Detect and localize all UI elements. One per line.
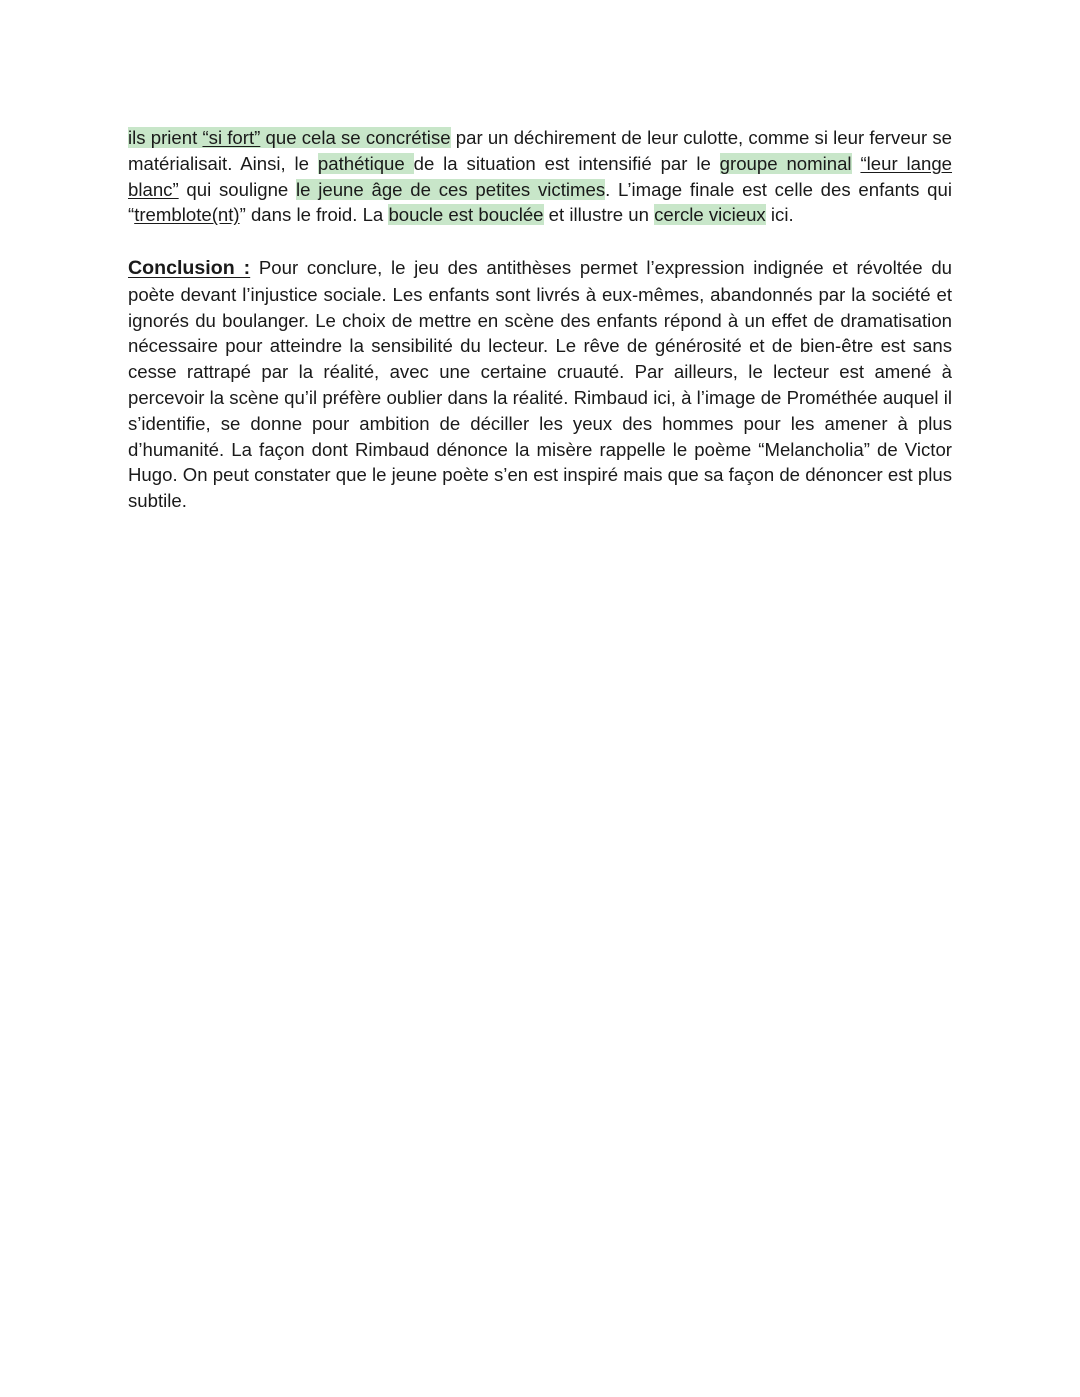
- text-run: ils prient: [128, 127, 203, 148]
- highlight-text: [128, 127, 451, 148]
- text-run: qui souligne: [178, 178, 297, 200]
- text-run: de la situation est intensifié par le: [413, 152, 720, 174]
- text-run: ” dans le froid. La: [239, 204, 389, 226]
- highlight-text: cercle vicieux: [654, 204, 766, 226]
- text-run: . L’image finale est celle des enfants qui “: [128, 178, 952, 226]
- highlight-text: pathétique: [317, 152, 414, 174]
- underlined-quote: tremblote(nt): [134, 204, 240, 226]
- text-run: que cela se concrétise: [260, 127, 451, 148]
- underlined-quote: “leur lange blanc”: [128, 152, 953, 200]
- text-run: par un déchirement de leur culotte, comme si leur ferveur se matérialisait. Ainsi, le: [128, 127, 953, 174]
- underlined-quote: “si fort”: [202, 127, 261, 148]
- highlight-text: le jeune âge de ces petites victimes: [296, 178, 606, 200]
- highlight-text: boucle est bouclée: [388, 204, 544, 226]
- text-run: ici.: [765, 204, 794, 226]
- text-run: et illustre un: [543, 204, 655, 226]
- conclusion-heading: Conclusion :: [128, 257, 251, 279]
- conclusion-paragraph: [128, 255, 952, 514]
- body-paragraph: [128, 125, 952, 228]
- highlight-text: groupe nominal: [719, 152, 852, 174]
- conclusion-text: Pour conclure, le jeu des antithèses permet l’expression indignée et révoltée du poète devant l’injustice sociale. Les enfants sont livrés à eux-mêmes, abandonnés par la société et ignorés du boulanger. Le choix de mettre en scène des enfants répond à un effet de dramatisation nécessaire pour atteindre la sensibilité du lecteur. Le rêve de générosité et de bien-être est sans cesse rattrapé par la réalité, avec une certaine cruauté. Par ailleurs, le lecteur est amené à percevoir la scène qu’il préfère oublier dans la réalité. Rimbaud ici, à l’image de Prométhée auquel il s’identifie, se donne pour ambition de déciller les yeux des hommes pour les amener à plus d’humanité. La façon dont Rimbaud dénonce la misère rappelle le poème “Melancholia” de Victor Hugo. On peut constater que le jeune poète s’en est inspiré mais que sa façon de dénoncer est plus subtile.: [128, 257, 952, 512]
